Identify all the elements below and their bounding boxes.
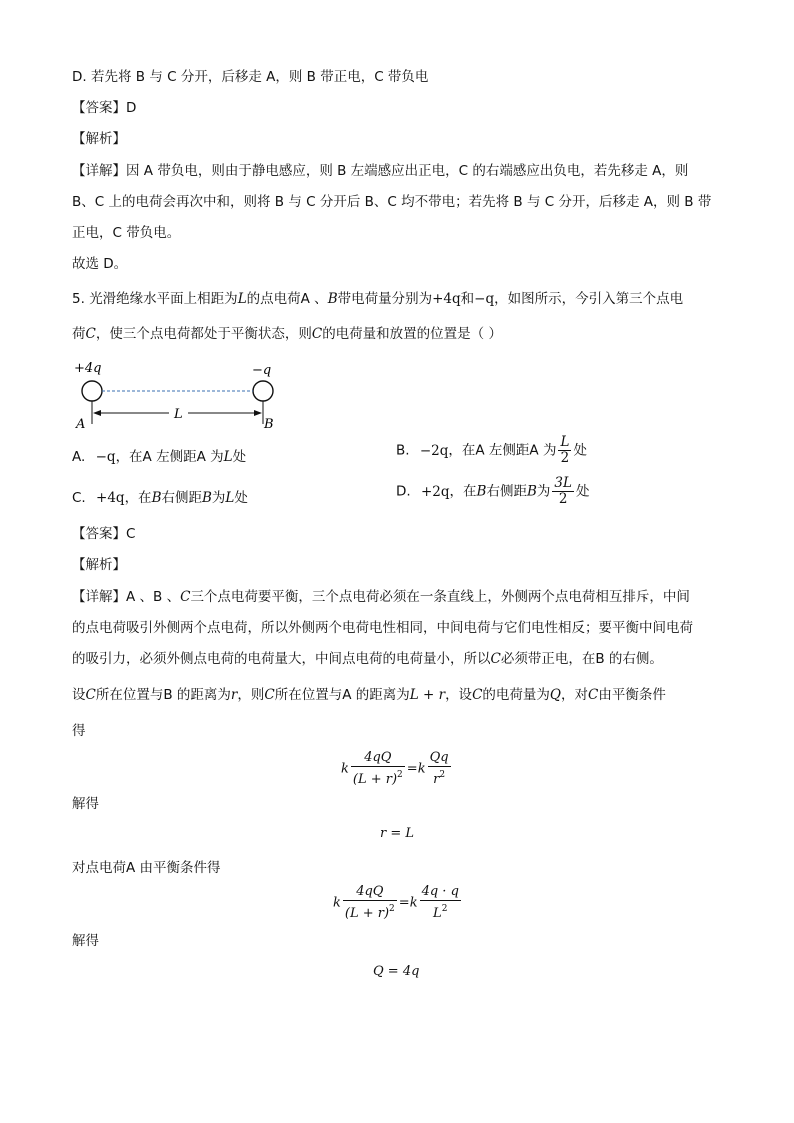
- eq-equals: =: [398, 895, 410, 911]
- conclusion-text: 故选 D。: [72, 256, 128, 272]
- arrowhead-right: [254, 410, 262, 416]
- eq-k: k: [409, 895, 418, 911]
- option-charge: −2q: [419, 442, 449, 459]
- charge-b-name: B: [264, 417, 274, 430]
- var-C: C: [587, 687, 599, 703]
- answer-label: 【答案】: [72, 526, 126, 542]
- fraction-numerator: 3L: [554, 475, 572, 491]
- analysis-label: 【解析】: [72, 557, 126, 573]
- option-text: 处: [232, 449, 247, 465]
- var-L: L: [237, 291, 247, 307]
- eq-k: k: [341, 761, 349, 777]
- left-charge-label: +4q: [74, 361, 102, 376]
- right-charge-label: −q: [252, 363, 272, 378]
- option-text: ，在A 左侧距A 为: [448, 442, 557, 459]
- option-d-q4: [72, 67, 428, 87]
- option-text: 右侧距: [161, 490, 202, 506]
- var-L: L: [225, 490, 235, 506]
- detail-text: A 、B 、: [126, 589, 181, 605]
- var-L: L: [223, 449, 233, 465]
- option-label: B.: [396, 442, 410, 459]
- eq-exponent: 2: [397, 770, 403, 780]
- detail-line3-q4: [72, 223, 180, 243]
- eq-numerator: 4qQ: [343, 884, 397, 901]
- setup-text: 所在位置与B 的距离为: [95, 687, 231, 703]
- solution-text: Q = 4q: [373, 964, 420, 979]
- answer-value: C: [126, 526, 136, 542]
- fraction-L-over-2: [558, 435, 571, 466]
- detail-label: 【详解】: [72, 163, 126, 179]
- conclusion-q4: [72, 254, 127, 274]
- var-C: C: [472, 687, 483, 703]
- detail-text: 必须带正电，在B 的右侧。: [500, 651, 663, 667]
- answer-label: 【答案】: [72, 100, 126, 116]
- option-label: D.: [396, 483, 411, 500]
- option-d-text: D. 若先将 B 与 C 分开，后移走 A，则 B 带正电，C 带负电: [72, 69, 429, 85]
- detail-text: 的吸引力，必须外侧点电荷的电荷量大，中间点电荷的电荷量小，所以: [72, 651, 491, 667]
- setup-text: 设: [72, 687, 86, 703]
- analysis-label: 【解析】: [72, 131, 126, 147]
- setup-text: 所在位置与A 的距离为: [274, 687, 410, 703]
- answer-q4: [72, 98, 136, 118]
- detail-text: 因 A 带负电，则由于静电感应，则 B 左端感应出正电，C 的右端感应出负电，若先移走 A，则: [126, 163, 689, 179]
- option-charge: +4q: [96, 490, 125, 506]
- option-text: 处: [234, 490, 248, 506]
- eq-numerator: Qq: [429, 750, 449, 765]
- option-text: ，在A 左侧距A 为: [115, 449, 224, 465]
- option-a: [72, 447, 246, 467]
- eq-k: k: [333, 895, 341, 911]
- answer-value: D: [126, 100, 137, 116]
- eq-exponent: 2: [439, 770, 446, 780]
- solve-label-1: [72, 794, 99, 814]
- distance-label: L: [174, 407, 183, 422]
- question-number: 5.: [72, 291, 85, 307]
- point-a-line: [72, 858, 221, 878]
- stem-text: 和: [460, 291, 475, 307]
- solve-label: 解得: [72, 796, 99, 812]
- point-a-text: 对点电荷A 由平衡条件得: [72, 860, 221, 876]
- question-5-stem-line1: [72, 289, 683, 309]
- equation-2: [333, 884, 463, 922]
- detail-line2-q4: [72, 192, 711, 212]
- eq-equals: =: [406, 761, 418, 777]
- stem-text: ，使三个点电荷都处于平衡状态，则: [95, 326, 312, 342]
- option-d: [396, 476, 589, 507]
- var-C: C: [490, 651, 501, 667]
- eq-denominator: (L + r): [344, 906, 390, 921]
- option-label: A.: [72, 449, 86, 465]
- var-B: B: [476, 483, 487, 500]
- solve-label-2: [72, 931, 99, 951]
- detail-line1-q5: [72, 587, 690, 607]
- detail-line1-q4: [72, 161, 688, 181]
- detail-text: B、C 上的电荷会再次中和，则将 B 与 C 分开后 B、C 均不带电；若先将 B 与 C 分开，后移走 A，则 B 带: [72, 194, 712, 210]
- charge-plus4q: +4q: [432, 291, 461, 307]
- option-text: ，在: [449, 483, 477, 500]
- detail-label: 【详解】: [72, 589, 126, 605]
- eq-numerator: 4qQ: [351, 750, 405, 767]
- eq-denominator: r: [433, 772, 440, 787]
- stem-text: 光滑绝缘水平面上相距为: [89, 291, 238, 307]
- var-C: C: [85, 687, 96, 703]
- stem-text: 荷: [72, 326, 86, 342]
- option-text: 为: [211, 490, 226, 506]
- de-text: 得: [72, 723, 86, 739]
- detail-text: 正电，C 带负电。: [72, 225, 181, 241]
- var-C: C: [180, 589, 191, 605]
- charge-a-name: A: [76, 417, 86, 430]
- eq-denominator: L: [433, 906, 442, 921]
- option-b: [396, 435, 587, 466]
- option-charge: −q: [95, 449, 116, 465]
- analysis-label-q5: [72, 555, 126, 575]
- detail-line3-q5: [72, 649, 663, 669]
- option-label: C.: [72, 490, 86, 506]
- eq-fraction-right: [428, 750, 451, 788]
- charge-b-circle: [253, 381, 273, 401]
- var-C: C: [85, 326, 96, 342]
- setup-text: 的电荷量为: [482, 687, 550, 703]
- answer-q5: [72, 524, 135, 544]
- detail-text: 三个点电荷要平衡，三个点电荷必须在一条直线上，外侧两个点电荷相互排斥，中间: [190, 589, 690, 605]
- var-B: B: [327, 291, 338, 307]
- analysis-label-q4: [72, 129, 126, 149]
- de-line: [72, 721, 86, 741]
- stem-text: ，如图所示，今引入第三个点电: [494, 291, 684, 307]
- eq-k: k: [417, 761, 426, 777]
- option-charge: +2q: [420, 483, 450, 500]
- fraction-numerator: L: [560, 434, 570, 450]
- setup-text: ，对: [560, 687, 588, 703]
- var-B: B: [151, 490, 162, 506]
- setup-text: ，设: [445, 687, 473, 703]
- setup-text: 由平衡条件: [598, 687, 666, 703]
- option-c: [72, 488, 248, 508]
- var-C: C: [264, 687, 275, 703]
- solve-label: 解得: [72, 933, 99, 949]
- var-C: C: [311, 326, 323, 342]
- eq-exponent: 2: [441, 904, 448, 914]
- stem-text: 的电荷量和放置的位置是（ ）: [322, 326, 502, 342]
- option-text: ，在: [124, 490, 152, 506]
- charge-minusq: −q: [474, 291, 495, 307]
- solution-2: [373, 964, 419, 979]
- var-B: B: [526, 483, 537, 500]
- charges-figure: [72, 356, 292, 430]
- fraction-3L-over-2: [552, 476, 574, 507]
- stem-text: 的点电荷A 、: [246, 291, 328, 307]
- option-text: 右侧距: [486, 483, 527, 500]
- option-text: 处: [575, 483, 590, 500]
- arrowhead-left: [93, 410, 101, 416]
- fraction-denominator: 2: [558, 491, 568, 507]
- charge-a-circle: [82, 381, 102, 401]
- expr-L-plus-r: L + r: [409, 687, 446, 703]
- eq-denominator: (L + r): [352, 772, 398, 787]
- equation-1: [341, 750, 453, 788]
- detail-text: 的点电荷吸引外侧两个点电荷，所以外侧两个电荷电性相同，中间电荷与它们电性相反；要平衡中间电荷: [72, 620, 693, 636]
- detail-line2-q5: [72, 618, 693, 638]
- var-Q: Q: [549, 687, 561, 703]
- var-B: B: [201, 490, 212, 506]
- solution-1: [380, 826, 414, 841]
- option-text: 为: [536, 483, 551, 500]
- eq-fraction-right: [420, 884, 461, 922]
- stem-text: 带电荷量分别为: [337, 291, 433, 307]
- question-5-stem-line2: [72, 324, 502, 344]
- eq-fraction-left: [351, 750, 405, 788]
- fraction-denominator: 2: [560, 450, 570, 466]
- setup-text: ，则: [237, 687, 265, 703]
- var-r: r: [230, 687, 238, 703]
- setup-line: [72, 685, 666, 705]
- eq-fraction-left: [343, 884, 397, 922]
- eq-exponent: 2: [389, 904, 395, 914]
- solution-text: r = L: [380, 826, 415, 841]
- eq-numerator: 4q · q: [421, 884, 459, 899]
- option-text: 处: [573, 442, 587, 459]
